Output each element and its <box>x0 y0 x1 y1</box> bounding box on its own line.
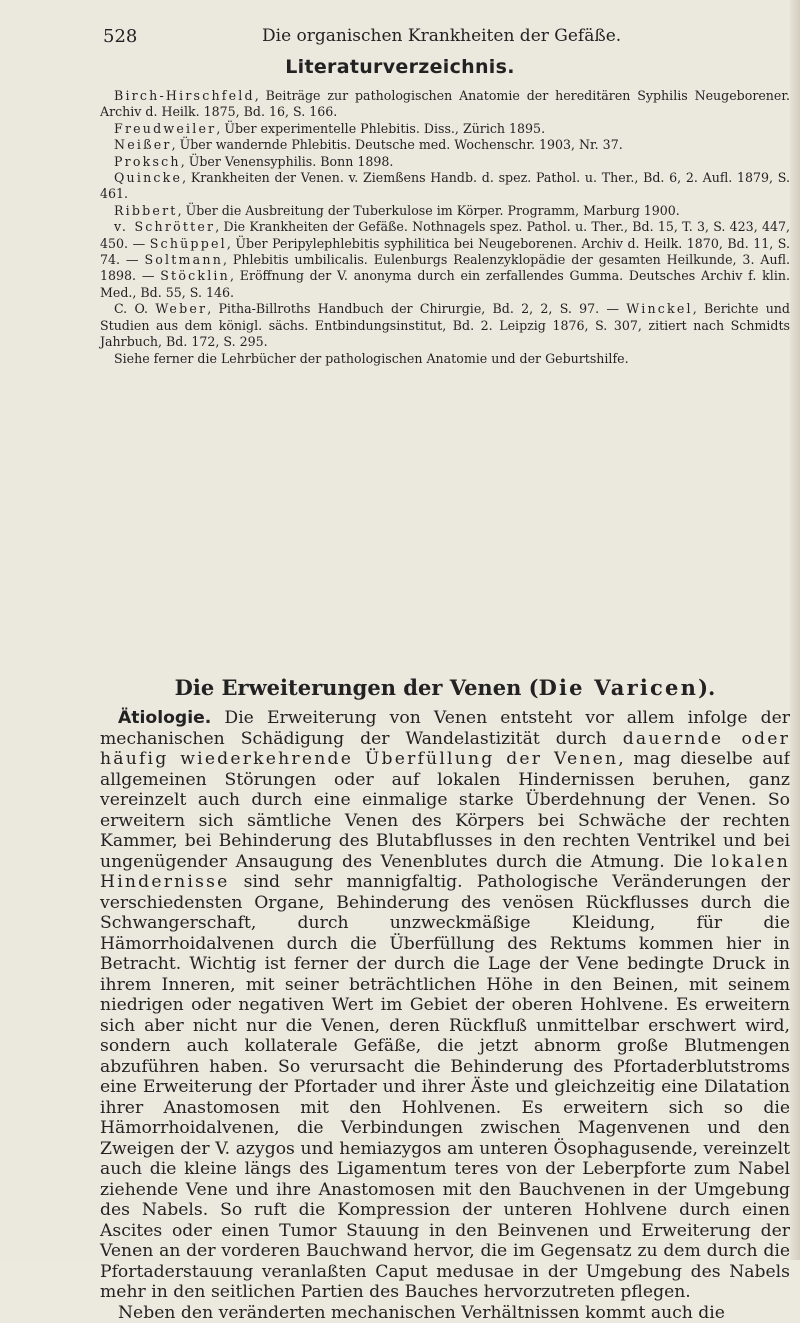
paragraph-text: , mag dieselbe auf allgemeinen Störungen oder auf lokalen Hindernissen beruhen, ganz vereinzelt auch durch eine einmalige starke Überdehnung der Venen. So erweitern sich sämtliche Venen des Körpers bei Schwäche der rechten Kammer, bei Behinderung des Blutabflusses in den rechten Ventrikel und bei ungenügender Ansaugung des Venenblutes durch die Atmung. Die <box>100 749 790 872</box>
reference-author: Schüppel <box>150 236 227 251</box>
body-paragraph <box>100 708 790 1303</box>
reference-author: Weber <box>155 301 207 316</box>
emphasis-text: lokalen Hindernisse <box>100 852 790 893</box>
literature-heading: Literaturverzeichnis. <box>0 56 800 78</box>
reference-text: , Krankheiten der Venen. v. Ziemßens Handb. d. spez. Pathol. u. Ther., Bd. 6, 2. Aufl. 1879, S. 461. <box>100 170 790 201</box>
reference-author: v. Schrötter <box>114 219 215 234</box>
paragraph-text: Neben den veränderten mechanischen Verhältnissen kommt auch die <box>118 1303 725 1323</box>
reference-text: , Eröffnung der V. anonyma durch ein zerfallendes Gumma. Deutsches Archiv f. klin. Med., Bd. 55, S. 146. <box>100 268 790 299</box>
reference-text: , Phlebitis umbilicalis. Eulenburgs Realenzyklopädie der gesamten Heilkunde, 3. Aufl. 1898. — <box>100 252 790 283</box>
reference-entry <box>100 351 790 367</box>
reference-text: , Berichte und Studien aus dem königl. sächs. Entbindungsinstitut, Bd. 2. Leipzig 1876, S. 307, zitiert nach Schmidts Jahrbuch, Bd. 172, S. 295. <box>100 301 790 349</box>
reference-text: , Über die Ausbreitung der Tuberkulose im Körper. Programm, Marburg 1900. <box>178 203 680 218</box>
reference-entry <box>100 219 790 301</box>
reference-text: , Beiträge zur pathologischen Anatomie der hereditären Syphilis Neugeborener. Archiv d. Heilk. 1875, Bd. 16, S. 166. <box>100 88 790 119</box>
reference-author: Winckel <box>626 301 692 316</box>
page-header <box>0 6 800 46</box>
reference-author: Freudweiler <box>114 121 216 136</box>
reference-initials: C. O. <box>114 301 155 316</box>
reference-text: , Über Peripylephlebitis syphilitica bei Neugeborenen. Archiv d. Heilk. 1870, Bd. 11, S. 74. — <box>100 236 790 267</box>
reference-entry <box>100 154 790 170</box>
page-number: 528 <box>103 26 137 47</box>
section-title-main: Die Erweiterungen der Venen ( <box>175 675 539 700</box>
section-title-spaced: Die Varicen <box>539 675 699 700</box>
paragraph-text: sind sehr mannigfaltig. Pathologische Veränderungen der verschiedensten Organe, Behinderung des venösen Rückflusses durch die Schwangerschaft, durch unzweckmäßige Kleidung, für die Hämorrhoidalvenen durch die Überfüllung des Rektums kommen hier in Betracht. Wichtig ist ferner der durch die Lage der Vene bedingte Druck in ihrem Inneren, mit seiner beträchtlichen Höhe in den Beinen, mit seinem niedrigen oder negativen Wert im Gebiet der oberen Hohlvene. Es erweitern sich aber nicht nur die Venen, deren Rückfluß unmittelbar erschwert wird, sondern auch kollaterale Gefäße, die jetzt abnorm große Blutmengen abzuführen haben. So verursacht die Behinderung des Pfortaderblutstroms eine Erweiterung der Pfortader und ihrer Äste und gleichzeitig eine Dilatation ihrer Anastomosen mit den Hohlvenen. Es erweitern sich so die Hämorrhoidalvenen, die Verbindungen zwischen Magenvenen und den Zweigen der V. azygos und hemiazygos am unteren Ösophagusende, vereinzelt auch die kleine längs des Ligamentum teres von der Leberpforte zum Nabel ziehende Vene und ihre Anastomosen mit den Bauchvenen in der Umgebung des Nabels. So ruft die Kompression der unteren Hohlvene durch einen Ascites oder einen Tumor Stauung in den Beinvenen und Erweiterung der Venen an der vorderen Bauchwand hervor, die im Gegensatz zu dem durch die Pfortaderstauung veranlaßten Caput medusae in der Umgebung des Nabels mehr in den seitlichen Partien des Bauches hervorzutreten pflegen. <box>100 872 790 1302</box>
paragraph-label: Ätiologie. <box>118 708 211 728</box>
reference-text: , Über experimentelle Phlebitis. Diss., Zürich 1895. <box>216 121 545 136</box>
reference-entry <box>100 301 790 350</box>
body-paragraph <box>100 1303 790 1323</box>
reference-text: Siehe ferner die Lehrbücher der pathologischen Anatomie und der Geburtshilfe. <box>114 351 629 366</box>
reference-text: , Die Krankheiten der Gefäße. Nothnagels spez. Pathol. u. Ther., Bd. 15, T. 3, S. 423, 447, 450. — <box>100 219 790 250</box>
reference-author: Quincke <box>114 170 182 185</box>
paragraph-text: Die Erweiterung von Venen entsteht vor allem infolge der mechanischen Schädigung der Wandelastizität durch <box>100 708 790 749</box>
reference-entry <box>100 88 790 121</box>
reference-entry <box>100 203 790 219</box>
reference-text: , Über wandernde Phlebitis. Deutsche med. Wochenschr. 1903, Nr. 37. <box>172 137 623 152</box>
section-title-end: ). <box>698 675 715 700</box>
reference-entry <box>100 170 790 203</box>
reference-author: Stöcklin <box>160 268 230 283</box>
reference-author: Neißer <box>114 137 172 152</box>
body-text <box>100 708 790 1323</box>
page-edge-shadow <box>790 0 800 1260</box>
emphasis-text: dauernde oder häufig wiederkehrende Überfüllung der Venen <box>100 729 790 770</box>
reference-author: Proksch <box>114 154 181 169</box>
section-title <box>100 675 790 700</box>
running-title: Die organischen Krankheiten der Gefäße. <box>262 26 621 46</box>
reference-text: , Über Venensyphilis. Bonn 1898. <box>181 154 394 169</box>
reference-list <box>100 88 790 367</box>
reference-author: Birch-Hirschfeld <box>114 88 255 103</box>
reference-entry <box>100 137 790 153</box>
reference-author: Ribbert <box>114 203 178 218</box>
reference-text: , Pitha-Billroths Handbuch der Chirurgie, Bd. 2, 2, S. 97. — <box>207 301 619 316</box>
reference-entry <box>100 121 790 137</box>
reference-author: Soltmann <box>144 252 223 267</box>
